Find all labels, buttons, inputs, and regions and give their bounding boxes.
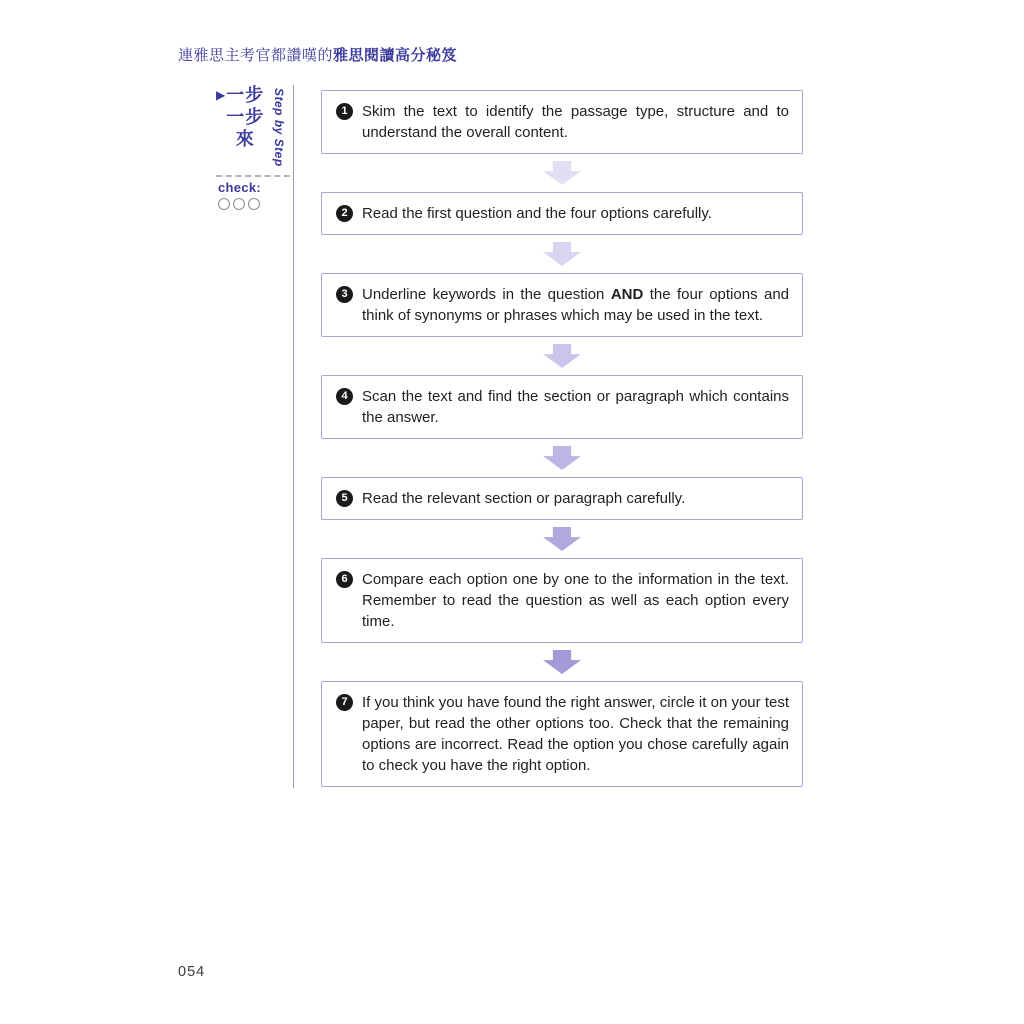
- down-arrow-icon: [543, 344, 581, 368]
- step-text: Scan the text and find the section or paragraph which contains the answer.: [362, 388, 789, 426]
- step-box-2: [321, 192, 803, 235]
- down-arrow-icon: [543, 650, 581, 674]
- step-number-badge: 7: [336, 694, 353, 711]
- triangle-marker-icon: ▶: [216, 88, 226, 102]
- down-arrow-icon: [543, 446, 581, 470]
- step-box-4: [321, 375, 803, 439]
- page-title: [178, 44, 457, 65]
- step-text: Compare each option one by one to the information in the text. Remember to read the question as well as each option every time.: [362, 571, 789, 630]
- check-circle: [248, 198, 260, 210]
- step-text: If you think you have found the right answer, circle it on your test paper, but read the other options too. Check that the remaining options are incorrect. Read the option you chose carefully again to check you have the right option.: [362, 694, 789, 774]
- check-circles: [218, 198, 261, 210]
- step-box-1: [321, 90, 803, 154]
- step-text: Read the first question and the four options carefully.: [362, 205, 712, 222]
- sidebar: [216, 84, 294, 167]
- check-area: [218, 180, 261, 210]
- step-text: Read the relevant section or paragraph carefully.: [362, 490, 686, 507]
- step-number-badge: 4: [336, 388, 353, 405]
- step-box-6: [321, 558, 803, 643]
- sidebar-label-cjk: 一步 一步 來: [226, 85, 265, 149]
- page-title-regular: 連雅思主考官都讚嘆的: [178, 47, 334, 64]
- steps-flowchart: [321, 90, 803, 787]
- step-text: Underline keywords in the question AND the four options and think of synonyms or phrases which may be used in the text.: [362, 286, 790, 324]
- bold-keyword: AND: [610, 286, 644, 303]
- step-number-badge: 5: [336, 490, 353, 507]
- dashed-divider: [216, 175, 290, 177]
- check-circle: [233, 198, 245, 210]
- down-arrow-icon: [543, 161, 581, 185]
- step-number-badge: 3: [336, 286, 353, 303]
- down-arrow-icon: [543, 242, 581, 266]
- down-arrow-icon: [543, 527, 581, 551]
- check-circle: [218, 198, 230, 210]
- step-box-7: [321, 681, 803, 787]
- step-number-badge: 1: [336, 103, 353, 120]
- step-box-3: [321, 273, 803, 337]
- step-number-badge: 6: [336, 571, 353, 588]
- step-box-5: [321, 477, 803, 520]
- page-title-bold: 雅思閱讀高分秘笈: [333, 47, 458, 64]
- step-number-badge: 2: [336, 205, 353, 222]
- step-text: Skim the text to identify the passage type, structure and to understand the overall content.: [362, 103, 789, 141]
- check-label: check:: [218, 180, 261, 195]
- step-by-step-label: Step by Step: [272, 88, 286, 167]
- page-number: 054: [178, 964, 206, 980]
- vertical-rule: [293, 85, 294, 788]
